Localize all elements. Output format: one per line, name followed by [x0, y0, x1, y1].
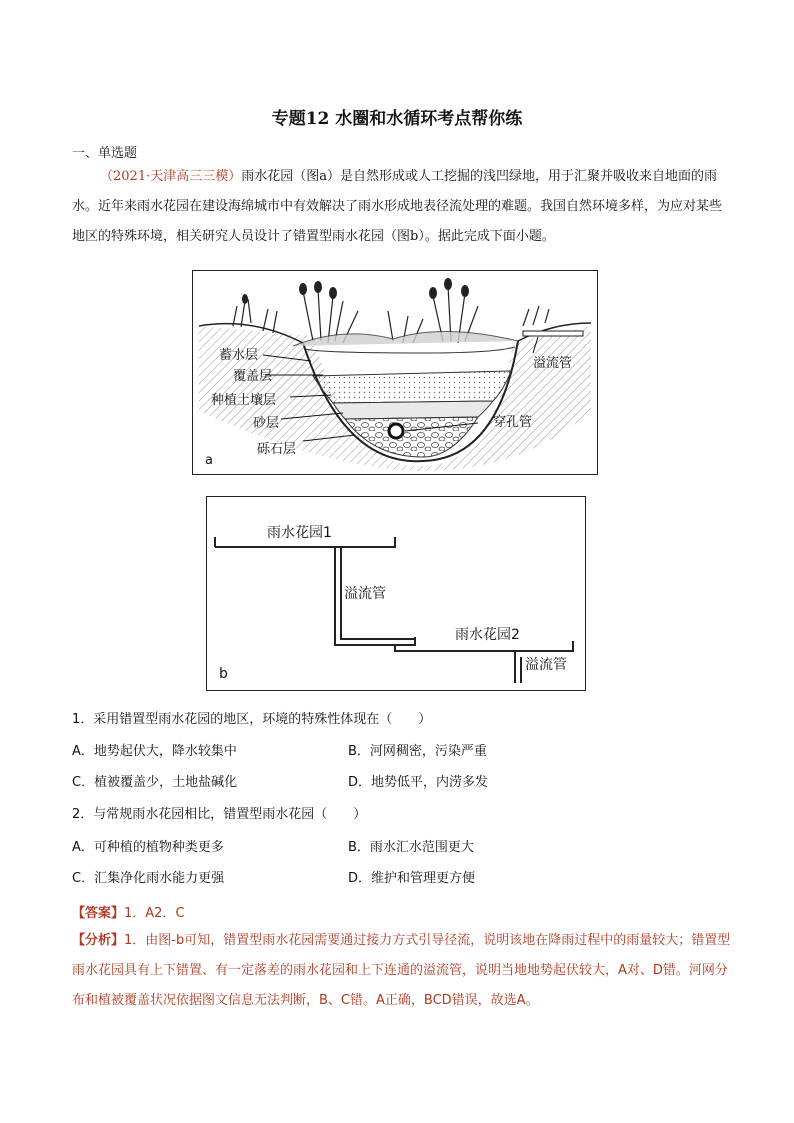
- question-2-stem: 2．与常规雨水花园相比，错置型雨水花园（ ）: [72, 807, 367, 822]
- label-water-storage-layer: 蓄水层: [219, 348, 259, 363]
- intro-text: 雨水花园（图a）是自然形成或人工挖掘的浅凹绿地，用于汇聚并吸收来自地面的雨水。近年来雨水花园在建设海绵城市中有效解决了雨水形成地表径流处理的难题。我国自然环境多样，为应对某些地区的特殊环境，相关研究人员设计了错置型雨水花园（图b）。据此完成下面小题。: [72, 169, 723, 244]
- question-1-stem: 1．采用错置型雨水花园的地区，环境的特殊性体现在（ ）: [72, 712, 432, 727]
- answer-label: 【答案】: [72, 906, 125, 921]
- section-heading: 一、单选题: [72, 146, 138, 161]
- analysis-text: 1．由图-b可知，错置型雨水花园需要通过接力方式引导径流，说明该地在降雨过程中的雨量较大；错置型雨水花园具有上下错置、有一定落差的雨水花园和上下连通的溢流管，说明当地地势起伏较大，A对、D错。河网分布和植被覆盖状况依据图文信息无法判断，B、C错。A正确，BCD错误，故选A。: [72, 933, 731, 1008]
- label-rain-garden-1: 雨水花园1: [267, 525, 332, 541]
- q1-option-b: B．河网稠密，污染严重: [348, 744, 487, 759]
- q2-option-d: D．维护和管理更方便: [348, 871, 476, 886]
- label-gravel-layer: 砾石层: [257, 442, 297, 457]
- answer-text: 1．A2．C: [124, 906, 185, 921]
- q2-option-a: A．可种植的植物种类更多: [72, 840, 224, 855]
- rain-garden-cross-section: [193, 271, 597, 474]
- label-mulch-layer: 覆盖层: [233, 369, 273, 384]
- staggered-rain-garden-diagram: [207, 497, 585, 690]
- intro-paragraph: [72, 162, 722, 252]
- q1-option-c: C．植被覆盖少，土地盐碱化: [72, 775, 238, 790]
- figure-b: [206, 496, 586, 691]
- label-overflow-pipe-1: 溢流管: [344, 586, 386, 602]
- analysis-paragraph: [72, 926, 732, 1016]
- label-planting-soil-layer: 种植土壤层: [211, 393, 277, 408]
- label-perforated-pipe: 穿孔管: [493, 415, 533, 430]
- q1-option-a: A．地势起伏大，降水较集中: [72, 744, 237, 759]
- q2-option-b: B．雨水汇水范围更大: [348, 840, 474, 855]
- q2-option-c: C．汇集净化雨水能力更强: [72, 871, 225, 886]
- figure-a-tag: a: [205, 453, 213, 468]
- question-source: （2021·天津高三三模）: [100, 169, 242, 184]
- label-rain-garden-2: 雨水花园2: [455, 627, 520, 643]
- q1-option-d: D．地势低平，内涝多发: [348, 775, 489, 790]
- figure-a: [192, 270, 598, 475]
- figure-b-tag: b: [219, 666, 228, 682]
- analysis-label: 【分析】: [72, 933, 125, 948]
- label-sand-layer: 砂层: [253, 416, 280, 431]
- label-overflow-pipe-2: 溢流管: [525, 657, 567, 673]
- label-overflow-pipe: 溢流管: [533, 356, 573, 371]
- page-title: 专题12 水圈和水循环考点帮你练: [271, 109, 523, 129]
- answer-line: [72, 902, 185, 921]
